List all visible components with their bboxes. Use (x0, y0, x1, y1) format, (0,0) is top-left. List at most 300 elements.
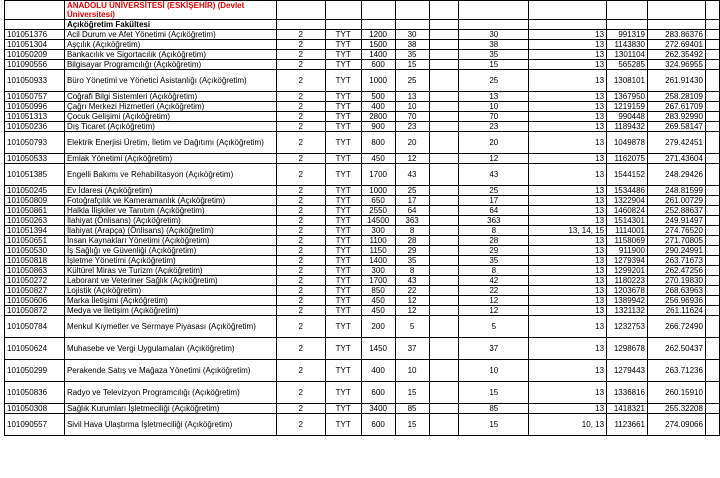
blank-cell (429, 50, 459, 60)
placed-count-2: 85 (459, 404, 529, 414)
program-code: 101050933 (5, 70, 65, 92)
condition-codes: 13 (529, 164, 607, 186)
table-row (5, 360, 720, 382)
blank-cell (705, 92, 719, 102)
base-rank: 1514301 (607, 216, 648, 226)
blank-cell (705, 30, 719, 40)
score-type: TYT (325, 286, 361, 296)
duration: 2 (276, 154, 325, 164)
placed-count-2: 23 (459, 122, 529, 132)
base-rank: 1219159 (607, 102, 648, 112)
program-code: 101050236 (5, 122, 65, 132)
base-rank: 1321132 (607, 306, 648, 316)
blank-cell (529, 20, 607, 30)
program-code: 101090557 (5, 414, 65, 436)
base-score: 263.71236 (648, 360, 706, 382)
base-rank: 1158069 (607, 236, 648, 246)
placed-count-2: 64 (459, 206, 529, 216)
base-score: 268.63963 (648, 286, 706, 296)
placed-count: 85 (395, 404, 429, 414)
placed-count: 17 (395, 196, 429, 206)
program-code: 101090556 (5, 60, 65, 70)
base-score: 272.69401 (648, 40, 706, 50)
base-rank: 1203678 (607, 286, 648, 296)
blank-cell (429, 296, 459, 306)
duration: 2 (276, 186, 325, 196)
blank-cell (705, 122, 719, 132)
placed-count: 20 (395, 132, 429, 154)
base-score: 270.19830 (648, 276, 706, 286)
placed-count: 64 (395, 206, 429, 216)
condition-codes: 13 (529, 102, 607, 112)
blank-cell (705, 236, 719, 246)
blank-cell (705, 60, 719, 70)
score-type: TYT (325, 164, 361, 186)
blank-cell (429, 360, 459, 382)
blank-cell (705, 382, 719, 404)
program-name: Fotoğrafçılık ve Kameramanlık (Açıköğretim) (64, 196, 276, 206)
table-row (5, 102, 720, 112)
condition-codes: 13 (529, 266, 607, 276)
program-code: 101050299 (5, 360, 65, 382)
program-code: 101050209 (5, 50, 65, 60)
blank-cell (429, 196, 459, 206)
blank-cell (429, 404, 459, 414)
placed-count-2: 12 (459, 296, 529, 306)
table-row (5, 122, 720, 132)
program-name: Muhasebe ve Vergi Uygulamaları (Açıköğretim) (64, 338, 276, 360)
base-score: 262.50437 (648, 338, 706, 360)
base-score: 261.91430 (648, 70, 706, 92)
program-name: Sağlık Kurumları İşletmeciliği (Açıköğretim) (64, 404, 276, 414)
duration: 2 (276, 70, 325, 92)
quota: 3400 (361, 404, 395, 414)
blank-cell (705, 296, 719, 306)
program-name: Bilgisayar Programcılığı (Açıköğretim) (64, 60, 276, 70)
blank-cell (705, 306, 719, 316)
program-code: 101050651 (5, 236, 65, 246)
program-code: 101050809 (5, 196, 65, 206)
quota: 300 (361, 226, 395, 236)
condition-codes: 13 (529, 382, 607, 404)
placed-count: 30 (395, 30, 429, 40)
blank-cell (429, 316, 459, 338)
table-row (5, 154, 720, 164)
quota: 600 (361, 60, 395, 70)
duration: 2 (276, 296, 325, 306)
blank-cell (648, 20, 706, 30)
quota: 1150 (361, 246, 395, 256)
program-name: Radyo ve Televizyon Programcılığı (Açıköğretim) (64, 382, 276, 404)
program-name: Lojistik (Açıköğretim) (64, 286, 276, 296)
score-type: TYT (325, 360, 361, 382)
blank-cell (5, 20, 65, 30)
program-name: İlahiyat (Önlisans) (Açıköğretim) (64, 216, 276, 226)
quota: 600 (361, 382, 395, 404)
duration: 2 (276, 338, 325, 360)
program-code: 101051394 (5, 226, 65, 236)
blank-cell (5, 1, 65, 20)
placed-count-2: 28 (459, 236, 529, 246)
placed-count: 5 (395, 316, 429, 338)
placed-count: 363 (395, 216, 429, 226)
blank-cell (429, 246, 459, 256)
base-score: 262.35492 (648, 50, 706, 60)
program-code: 101051385 (5, 164, 65, 186)
blank-cell (429, 60, 459, 70)
placed-count-2: 12 (459, 154, 529, 164)
university-name: ANADOLU ÜNİVERSİTESİ (ESKİŞEHİR) (Devlet Üniversitesi) (64, 1, 276, 20)
table-row (5, 112, 720, 122)
placed-count-2: 43 (459, 164, 529, 186)
blank-cell (429, 92, 459, 102)
program-code: 101051313 (5, 112, 65, 122)
score-type: TYT (325, 236, 361, 246)
blank-cell (705, 276, 719, 286)
condition-codes: 13 (529, 296, 607, 306)
faculty-name: Açıköğretim Fakültesi (64, 20, 276, 30)
score-type: TYT (325, 306, 361, 316)
placed-count: 13 (395, 92, 429, 102)
duration: 2 (276, 360, 325, 382)
condition-codes: 13 (529, 276, 607, 286)
program-name: Medya ve İletişim (Açıköğretim) (64, 306, 276, 316)
condition-codes: 13 (529, 306, 607, 316)
duration: 2 (276, 30, 325, 40)
base-rank: 991319 (607, 30, 648, 40)
table-row (5, 266, 720, 276)
condition-codes: 13 (529, 256, 607, 266)
duration: 2 (276, 266, 325, 276)
duration: 2 (276, 40, 325, 50)
score-type: TYT (325, 186, 361, 196)
base-score: 283.86376 (648, 30, 706, 40)
score-type: TYT (325, 70, 361, 92)
program-code: 101051304 (5, 40, 65, 50)
score-type: TYT (325, 206, 361, 216)
program-code: 101050308 (5, 404, 65, 414)
blank-cell (705, 360, 719, 382)
placed-count: 70 (395, 112, 429, 122)
base-rank: 1534486 (607, 186, 648, 196)
program-name: Acil Durum ve Afet Yönetimi (Açıköğretim) (64, 30, 276, 40)
blank-cell (429, 132, 459, 154)
blank-cell (429, 306, 459, 316)
quota: 800 (361, 132, 395, 154)
blank-cell (705, 316, 719, 338)
quota: 450 (361, 306, 395, 316)
table-row (5, 246, 720, 256)
placed-count-2: 8 (459, 266, 529, 276)
program-name: İnsan Kaynakları Yönetimi (Açıköğretim) (64, 236, 276, 246)
blank-cell (705, 164, 719, 186)
table-row (5, 60, 720, 70)
table-row (5, 296, 720, 306)
blank-cell (429, 1, 459, 20)
condition-codes: 13 (529, 360, 607, 382)
condition-codes: 13 (529, 132, 607, 154)
program-code: 101050827 (5, 286, 65, 296)
score-type: TYT (325, 316, 361, 338)
duration: 2 (276, 164, 325, 186)
program-code: 101050272 (5, 276, 65, 286)
quota: 400 (361, 102, 395, 112)
program-code: 101050757 (5, 92, 65, 102)
quota: 500 (361, 92, 395, 102)
base-rank: 1322904 (607, 196, 648, 206)
blank-cell (607, 1, 648, 20)
duration: 2 (276, 60, 325, 70)
base-rank: 911900 (607, 246, 648, 256)
table-row (5, 164, 720, 186)
placed-count-2: 25 (459, 70, 529, 92)
program-name: Menkul Kıymetler ve Sermaye Piyasası (Açıköğretim) (64, 316, 276, 338)
base-score: 252.88637 (648, 206, 706, 216)
table-row (5, 286, 720, 296)
base-rank: 1301104 (607, 50, 648, 60)
base-rank: 1114001 (607, 226, 648, 236)
base-rank: 1298678 (607, 338, 648, 360)
base-rank: 1389942 (607, 296, 648, 306)
program-name: İlahiyat (Arapça) (Önlisans) (Açıköğretim) (64, 226, 276, 236)
blank-cell (361, 20, 395, 30)
quota: 450 (361, 154, 395, 164)
blank-cell (705, 256, 719, 266)
placed-count-2: 35 (459, 50, 529, 60)
table-row (5, 186, 720, 196)
quota: 1700 (361, 164, 395, 186)
duration: 2 (276, 102, 325, 112)
base-rank: 1162075 (607, 154, 648, 164)
blank-cell (429, 276, 459, 286)
base-rank: 1123661 (607, 414, 648, 436)
duration: 2 (276, 414, 325, 436)
placed-count-2: 42 (459, 276, 529, 286)
table-row (5, 40, 720, 50)
blank-cell (429, 40, 459, 50)
score-type: TYT (325, 132, 361, 154)
program-name: Çocuk Gelişimi (Açıköğretim) (64, 112, 276, 122)
blank-cell (705, 154, 719, 164)
condition-codes: 13 (529, 60, 607, 70)
blank-cell (705, 186, 719, 196)
table-row (5, 306, 720, 316)
placed-count-2: 8 (459, 226, 529, 236)
base-score: 261.00729 (648, 196, 706, 206)
placed-count-2: 29 (459, 246, 529, 256)
duration: 2 (276, 122, 325, 132)
placed-count-2: 12 (459, 306, 529, 316)
program-name: Halkla İlişkiler ve Tanıtım (Açıköğretim) (64, 206, 276, 216)
score-type: TYT (325, 256, 361, 266)
duration: 2 (276, 132, 325, 154)
placed-count: 8 (395, 266, 429, 276)
blank-cell (429, 164, 459, 186)
condition-codes: 13 (529, 404, 607, 414)
program-name: Marka İletişimi (Açıköğretim) (64, 296, 276, 306)
table-row (5, 404, 720, 414)
base-score: 248.29426 (648, 164, 706, 186)
blank-cell (459, 20, 529, 30)
blank-cell (705, 196, 719, 206)
base-rank: 1143830 (607, 40, 648, 50)
placed-count: 22 (395, 286, 429, 296)
condition-codes: 13 (529, 122, 607, 132)
quota: 2550 (361, 206, 395, 216)
program-code: 101050872 (5, 306, 65, 316)
placed-count: 15 (395, 60, 429, 70)
base-score: 290.24991 (648, 246, 706, 256)
base-rank: 1279443 (607, 360, 648, 382)
base-rank: 1189432 (607, 122, 648, 132)
blank-cell (607, 20, 648, 30)
condition-codes: 13 (529, 216, 607, 226)
faculty-header-row (5, 20, 720, 30)
base-score: 266.72490 (648, 316, 706, 338)
blank-cell (429, 102, 459, 112)
blank-cell (648, 1, 706, 20)
program-name: Elektrik Enerjisi Üretim, İletim ve Dağıtımı (Açıköğretim) (64, 132, 276, 154)
blank-cell (429, 256, 459, 266)
quota: 1400 (361, 256, 395, 266)
base-score: 267.61709 (648, 102, 706, 112)
score-type: TYT (325, 296, 361, 306)
blank-cell (429, 30, 459, 40)
blank-cell (705, 112, 719, 122)
blank-cell (705, 216, 719, 226)
base-score: 248.81599 (648, 186, 706, 196)
placed-count: 28 (395, 236, 429, 246)
condition-codes: 13 (529, 286, 607, 296)
blank-cell (276, 20, 325, 30)
quota: 400 (361, 360, 395, 382)
base-score: 263.71673 (648, 256, 706, 266)
base-score: 271.43604 (648, 154, 706, 164)
score-type: TYT (325, 338, 361, 360)
table-row (5, 196, 720, 206)
blank-cell (325, 20, 361, 30)
blank-cell (705, 286, 719, 296)
placed-count-2: 37 (459, 338, 529, 360)
quota: 1450 (361, 338, 395, 360)
duration: 2 (276, 306, 325, 316)
program-name: Aşçılık (Açıköğretim) (64, 40, 276, 50)
placed-count-2: 30 (459, 30, 529, 40)
duration: 2 (276, 246, 325, 256)
base-rank: 565285 (607, 60, 648, 70)
base-score: 324.96955 (648, 60, 706, 70)
duration: 2 (276, 226, 325, 236)
placed-count: 29 (395, 246, 429, 256)
blank-cell (705, 102, 719, 112)
quota: 450 (361, 296, 395, 306)
blank-cell (429, 186, 459, 196)
quota: 2800 (361, 112, 395, 122)
blank-cell (429, 236, 459, 246)
placed-count: 12 (395, 306, 429, 316)
blank-cell (325, 1, 361, 20)
score-type: TYT (325, 154, 361, 164)
blank-cell (705, 246, 719, 256)
quota: 900 (361, 122, 395, 132)
base-score: 255.32208 (648, 404, 706, 414)
table-row (5, 338, 720, 360)
base-score: 256.96936 (648, 296, 706, 306)
base-score: 260.15910 (648, 382, 706, 404)
blank-cell (705, 132, 719, 154)
placed-count: 25 (395, 186, 429, 196)
placed-count: 15 (395, 414, 429, 436)
program-name: Çağrı Merkezi Hizmetleri (Açıköğretim) (64, 102, 276, 112)
placed-count-2: 17 (459, 196, 529, 206)
program-code: 101050861 (5, 206, 65, 216)
placed-count-2: 35 (459, 256, 529, 266)
blank-cell (705, 20, 719, 30)
score-type: TYT (325, 50, 361, 60)
blank-cell (705, 206, 719, 216)
blank-cell (429, 266, 459, 276)
table-row (5, 132, 720, 154)
table-row (5, 216, 720, 226)
duration: 2 (276, 276, 325, 286)
condition-codes: 13 (529, 316, 607, 338)
base-rank: 1544152 (607, 164, 648, 186)
blank-cell (705, 40, 719, 50)
quota: 1200 (361, 30, 395, 40)
base-rank: 1299201 (607, 266, 648, 276)
table-row (5, 276, 720, 286)
placed-count: 25 (395, 70, 429, 92)
blank-cell (276, 1, 325, 20)
placed-count: 43 (395, 276, 429, 286)
placed-count: 37 (395, 338, 429, 360)
blank-cell (705, 1, 719, 20)
quota: 650 (361, 196, 395, 206)
condition-codes: 13 (529, 206, 607, 216)
score-type: TYT (325, 266, 361, 276)
placed-count: 35 (395, 256, 429, 266)
score-type: TYT (325, 102, 361, 112)
base-rank: 1180223 (607, 276, 648, 286)
blank-cell (395, 1, 429, 20)
score-type: TYT (325, 40, 361, 50)
table-row (5, 92, 720, 102)
placed-count: 23 (395, 122, 429, 132)
quota: 850 (361, 286, 395, 296)
program-name: Emlak Yönetimi (Açıköğretim) (64, 154, 276, 164)
blank-cell (429, 382, 459, 404)
duration: 2 (276, 382, 325, 404)
condition-codes: 13 (529, 338, 607, 360)
duration: 2 (276, 236, 325, 246)
table-row (5, 236, 720, 246)
duration: 2 (276, 196, 325, 206)
base-score: 274.76520 (648, 226, 706, 236)
condition-codes: 13 (529, 40, 607, 50)
program-name: Sivil Hava Ulaştırma İşletmeciliği (Açıköğretim) (64, 414, 276, 436)
placed-count-2: 70 (459, 112, 529, 122)
condition-codes: 13 (529, 30, 607, 40)
placed-count: 38 (395, 40, 429, 50)
score-type: TYT (325, 414, 361, 436)
score-type: TYT (325, 382, 361, 404)
university-header-row (5, 1, 720, 20)
blank-cell (429, 286, 459, 296)
base-score: 258.28109 (648, 92, 706, 102)
condition-codes: 13 (529, 112, 607, 122)
programs-table (4, 0, 720, 436)
quota: 300 (361, 266, 395, 276)
